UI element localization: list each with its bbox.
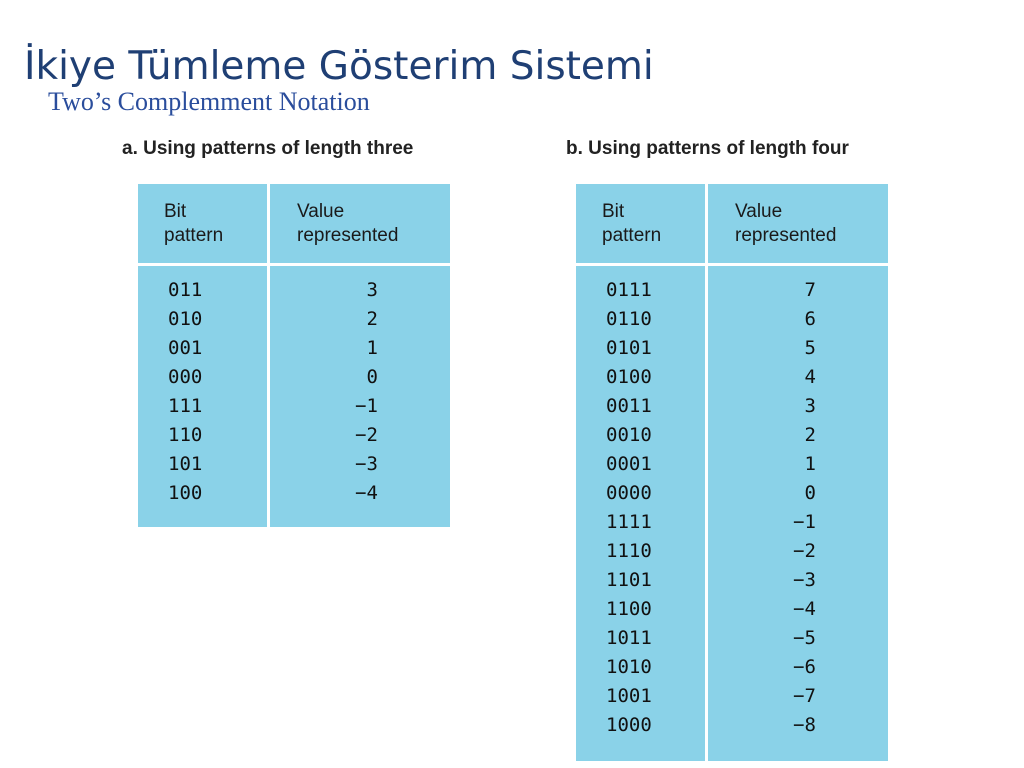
table-four-bit	[576, 184, 888, 761]
value-cell: −1	[355, 395, 378, 417]
header-line: Value	[735, 201, 783, 222]
bit-pattern-cell: 0100	[606, 366, 652, 388]
value-cell: −8	[793, 714, 816, 736]
bit-pattern-cell: 1100	[606, 598, 652, 620]
value-cell: −7	[793, 685, 816, 707]
bit-pattern-header	[602, 200, 661, 248]
header-line: represented	[735, 225, 837, 246]
bit-pattern-cell: 0101	[606, 337, 652, 359]
bit-pattern-cell: 0011	[606, 395, 652, 417]
bit-pattern-cell: 0010	[606, 424, 652, 446]
table-b-caption: b. Using patterns of length four	[566, 138, 849, 159]
value-represented-header	[297, 200, 398, 248]
value-cell: −1	[793, 511, 816, 533]
bit-pattern-cell: 000	[168, 366, 203, 388]
value-cell: 0	[804, 482, 816, 504]
bit-pattern-cell: 011	[168, 279, 203, 301]
value-cell: 3	[804, 395, 816, 417]
bit-pattern-cell: 0001	[606, 453, 652, 475]
header-line: Bit	[602, 201, 625, 222]
header-line: Bit	[164, 201, 187, 222]
bit-pattern-cell: 1111	[606, 511, 652, 533]
header-line: pattern	[602, 225, 662, 246]
table-a-caption: a. Using patterns of length three	[122, 138, 414, 159]
header-line: Value	[297, 201, 345, 222]
bit-pattern-cell: 1001	[606, 685, 652, 707]
bit-pattern-column	[606, 276, 706, 740]
value-cell: 4	[804, 366, 816, 388]
slide-subtitle: Two’s Complemment Notation	[48, 87, 370, 116]
table-three-bit	[138, 184, 450, 527]
header-line: represented	[297, 225, 399, 246]
value-cell: 2	[366, 308, 378, 330]
bit-pattern-cell: 0111	[606, 279, 652, 301]
slide-title: İkiye Tümleme Gösterim Sistemi	[24, 44, 654, 89]
value-cell: −4	[355, 482, 378, 504]
value-cell: 7	[804, 279, 816, 301]
value-cell: −4	[793, 598, 816, 620]
value-cell: 1	[804, 453, 816, 475]
bit-pattern-cell: 111	[168, 395, 203, 417]
bit-pattern-cell: 1110	[606, 540, 652, 562]
header-line: pattern	[164, 225, 224, 246]
bit-pattern-header	[164, 200, 223, 248]
header-divider	[138, 263, 450, 266]
bit-pattern-cell: 110	[168, 424, 203, 446]
value-column	[328, 276, 378, 508]
bit-pattern-cell: 001	[168, 337, 203, 359]
bit-pattern-cell: 100	[168, 482, 203, 504]
value-cell: −2	[793, 540, 816, 562]
value-represented-header	[735, 200, 836, 248]
header-divider	[576, 263, 888, 266]
value-cell: 2	[804, 424, 816, 446]
bit-pattern-cell: 1101	[606, 569, 652, 591]
bit-pattern-cell: 010	[168, 308, 203, 330]
value-cell: 3	[366, 279, 378, 301]
value-cell: 0	[366, 366, 378, 388]
value-cell: −2	[355, 424, 378, 446]
bit-pattern-cell: 0000	[606, 482, 652, 504]
bit-pattern-cell: 1000	[606, 714, 652, 736]
value-cell: 1	[366, 337, 378, 359]
bit-pattern-cell: 101	[168, 453, 203, 475]
value-cell: −6	[793, 656, 816, 678]
bit-pattern-cell: 0110	[606, 308, 652, 330]
value-cell: 5	[804, 337, 816, 359]
value-cell: −5	[793, 627, 816, 649]
value-cell: −3	[793, 569, 816, 591]
bit-pattern-column	[168, 276, 268, 508]
value-column	[766, 276, 816, 740]
value-cell: 6	[804, 308, 816, 330]
value-cell: −3	[355, 453, 378, 475]
bit-pattern-cell: 1011	[606, 627, 652, 649]
bit-pattern-cell: 1010	[606, 656, 652, 678]
